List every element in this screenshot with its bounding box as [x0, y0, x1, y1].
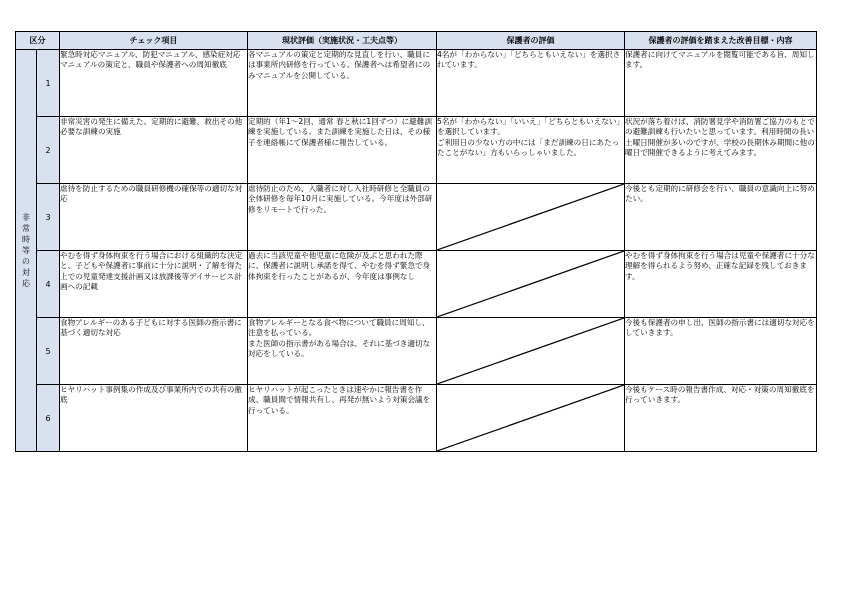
improvement-cell: [625, 385, 817, 452]
guardian-evaluation-empty-cell: [437, 385, 625, 452]
header-current-evaluation: 現状評価（実施状況・工夫点等）: [248, 32, 437, 50]
improvement-cell: [625, 117, 817, 184]
improvement-cell: [625, 184, 817, 251]
row-number: 2: [37, 117, 60, 184]
check-item-cell: [60, 50, 248, 117]
table-row: [16, 184, 817, 251]
category-cell: [16, 50, 37, 452]
header-improvement: 保護者の評価を踏まえた改善目標・内容: [625, 32, 817, 50]
header-guardian-evaluation: 保護者の評価: [437, 32, 625, 50]
current-evaluation-cell: [248, 251, 437, 318]
row-number: 4: [37, 251, 60, 318]
check-item-text: やむを得ず身体拘束を行う場合における組織的な決定と、子どもや保護者に事前に十分に説明・了解を得た上での児童発達支援計画又は放課後等デイサービス計画への記載: [60, 251, 243, 291]
table-row: [16, 117, 817, 184]
improvement-text: 状況が落ち着けば、消防署見学や消防署ご協力のもとでの避難訓練も行いたいと思っています。利用時間の長い土曜日開催が多いのですが、学校の長期休み期間に他の曜日で開催できるように考えてみます。: [625, 117, 815, 157]
current-evaluation-text: 定期的（年1～2回、通常 春と秋に1回ずつ）に避難訓練を実施している。また訓練を実施した日は、その様子を連絡帳にて保護者様に報告している。: [248, 117, 432, 147]
check-item-cell: [60, 117, 248, 184]
improvement-text: 保護者に向けてマニュアルを閲覧可能である旨、周知します。: [625, 50, 815, 70]
guardian-evaluation-cell: [437, 50, 625, 117]
header-check-item: チェック項目: [60, 32, 248, 50]
check-item-cell: [60, 385, 248, 452]
check-item-text: 緊急時対応マニュアル、防犯マニュアル、感染症対応マニュアルの策定と、職員や保護者への周知徹底: [60, 50, 241, 70]
improvement-text: 今後もケース時の報告書作成、対応・対策の周知徹底を行っていきます。: [625, 385, 815, 405]
diagonal-slash: [437, 318, 624, 384]
table-row: [16, 251, 817, 318]
improvement-cell: [625, 251, 817, 318]
current-evaluation-cell: [248, 117, 437, 184]
current-evaluation-text: 過去に当該児童や他児童に危険が及ぶと思われた際に、保護者に説明し承諾を得て、やむを得ず緊急で身体拘束を行ったことがあるが、今年度は事例なし: [248, 251, 431, 281]
check-item-text: 食物アレルギーのある子どもに対する医師の指示書に基づく適切な対応: [60, 318, 242, 338]
diagonal-slash: [437, 251, 624, 317]
check-item-text: 非常災害の発生に備えた、定期的に避難、救出その他必要な訓練の実施: [60, 117, 243, 137]
table-row: [16, 385, 817, 452]
row-number: 3: [37, 184, 60, 251]
table-row: [16, 50, 817, 117]
diagonal-slash: [437, 385, 624, 451]
current-evaluation-text: 食物アレルギーとなる食べ物について職員に周知し、注意を払っている。 また医師の指示書がある場合は、それに基づき適切な対応をしている。: [248, 318, 431, 358]
guardian-evaluation-cell: [437, 117, 625, 184]
header-row: [16, 32, 817, 50]
improvement-text: 今後とも定期的に研修会を行い、職員の意識向上に努めたい。: [625, 184, 815, 204]
guardian-evaluation-empty-cell: [437, 251, 625, 318]
check-item-cell: [60, 251, 248, 318]
check-item-text: ヒヤリハット事例集の作成及び事業所内での共有の徹底: [60, 385, 243, 405]
row-number: 1: [37, 50, 60, 117]
guardian-evaluation-empty-cell: [437, 184, 625, 251]
current-evaluation-cell: [248, 50, 437, 117]
current-evaluation-cell: [248, 318, 437, 385]
improvement-text: 今後も保護者の申し出、医師の指示書には適切な対応をしていきます。: [625, 318, 815, 338]
improvement-cell: [625, 50, 817, 117]
evaluation-table: [15, 31, 817, 452]
category-label: 非常時等の対応: [22, 213, 30, 288]
current-evaluation-text: 虐待防止のため、入職者に対し入社時研修と全職員の全体研修を毎年10月に実施している。今年度は外部研修をリモートで行った。: [248, 184, 433, 214]
check-item-cell: [60, 318, 248, 385]
guardian-evaluation-text: 5名が「わからない」「いいえ」「どちらともいえない」を選択しています。 ご利用日の少ない方の中には「まだ訓練の日にあたったことがない」方もいらっしゃいました。: [437, 117, 621, 157]
improvement-cell: [625, 318, 817, 385]
table-row: [16, 318, 817, 385]
current-evaluation-cell: [248, 184, 437, 251]
guardian-evaluation-text: 4名が「わからない」「どちらともいえない」を選択されています。: [437, 50, 621, 70]
improvement-text: やむを得ず身体拘束を行う場合は児童や保護者に十分な理解を得られるよう努め、正確な記録を残しておきます。: [625, 251, 815, 281]
check-item-cell: [60, 184, 248, 251]
row-number: 6: [37, 385, 60, 452]
header-category: 区分: [16, 32, 60, 50]
current-evaluation-cell: [248, 385, 437, 452]
check-item-text: 虐待を防止するための職員研修機の確保等の適切な対応: [60, 184, 243, 204]
guardian-evaluation-empty-cell: [437, 318, 625, 385]
current-evaluation-text: ヒヤリハットが起こったときは速やかに報告書を作成、職員間で情報共有し、再発が無いよう対策会議を行っている。: [248, 385, 431, 415]
diagonal-slash: [437, 184, 624, 250]
row-number: 5: [37, 318, 60, 385]
current-evaluation-text: 各マニュアルの策定と定期的な見直しを行い、職員には事業所内研修を行っている。保護者へは希望者にのみマニュアルを公開している。: [248, 50, 431, 80]
